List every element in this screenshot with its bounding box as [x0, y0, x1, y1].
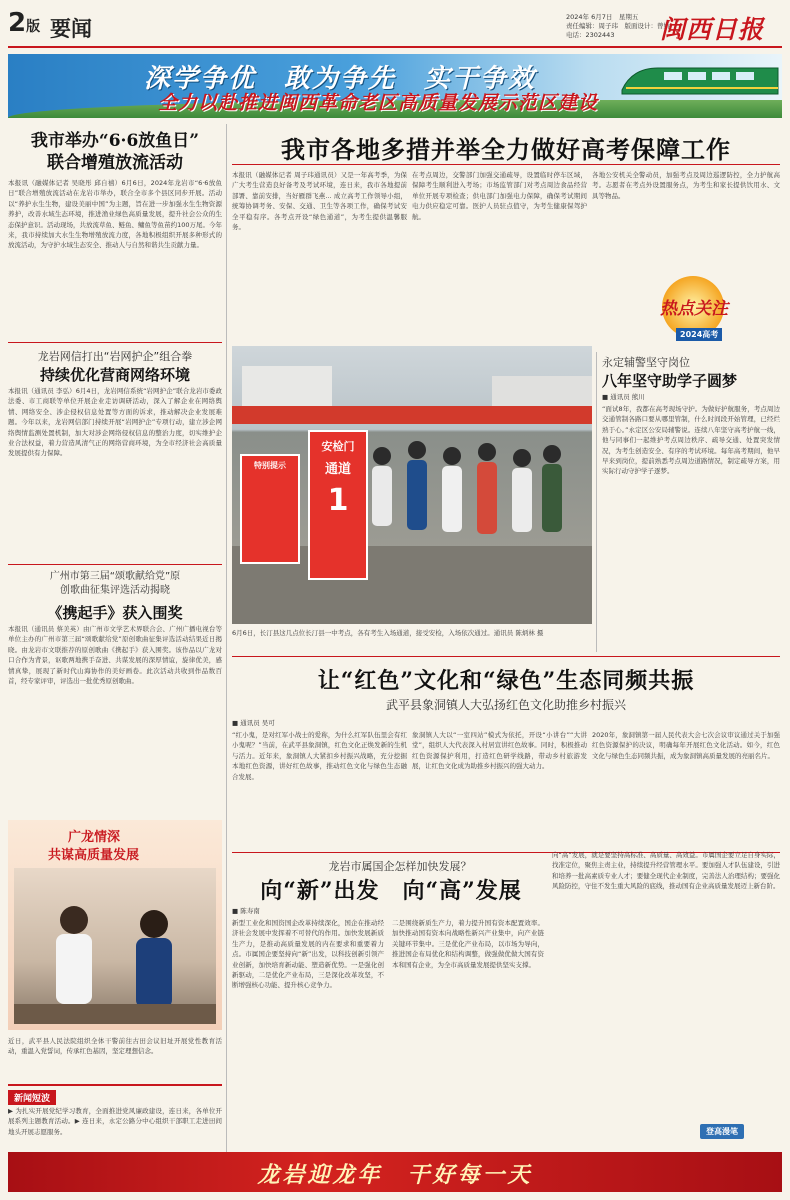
issue-date: 2024年 6月7日 星期五: [566, 13, 639, 21]
section-label: 要闻: [50, 17, 92, 41]
page-number: [8, 8, 40, 38]
lead-body-col-2: [412, 170, 587, 340]
promo-line-1: 广龙情深: [68, 830, 121, 845]
lead-body-col-3: [592, 170, 780, 270]
promo-block: [8, 820, 222, 1030]
feature-body-col-1-text: “红小鬼，是对红军小战士的爱称，为什么红军队伍里会有红小鬼呢？”当前，在武平县象洞镇，红色文化正焕发新的生机与活力。近年来，象洞镇人大紧扣乡村振兴战略，充分挖掘本地红色资源，讲好红色故事，推动红色文化与绿色生态融合发展。: [232, 731, 407, 781]
column-tag: 登高漫笔: [700, 1124, 744, 1139]
lead-byline: 本报讯（融媒体记者 周子玮通讯员）又是一年高考季，为保广大考生营造良好备考及考试环境，连日来，我市各地提前部署、靠前安排，当好雁群飞燕...: [232, 171, 407, 200]
brief-body-text: ▶ 为扎实开展党纪学习教育，全面推进党风廉政建设，连日来，各单位开展系列主题教育活动。▶ 连日来，永定公路分中心组织干部职工走进田间地头开展志愿服务。: [8, 1107, 222, 1136]
brief-box: [8, 1084, 222, 1150]
footer-banner-text: 龙岩迎龙年 干好每一天: [257, 1162, 533, 1188]
paper-name-logo: 闽西日报: [660, 15, 765, 44]
column-rule-left: [226, 124, 227, 1154]
bottom-body-col-3-text: 向“高”发展，就是要坚持高标准、高质量、高效益。市属国企要立足自身实际，找准定位，聚焦主责主业，持续提升经营管理水平。要加强人才队伍建设，引进和培养一批高素质专业人才；要健全现代企业制度，完善法人治理结构；要强化风险防控，守住不发生重大风险的底线，推动国有企业高质量发展迈上新台阶。: [552, 851, 780, 891]
left-body-1-text: 本报讯（融媒体记者 吴晓彤 邱自禧）6月6日，2024年龙岩市“6·6放鱼日”联合增殖放流活动在龙岩市举办，联合全市多个县区同步开展。活动以“养护水生生物，建设美丽中国”为主题，旨在进一步加强水生生物资源养护，改善水域生态环境，推进渔业绿色高质量发展，提升社会公众的生态保护意识。活动现场，共放流草鱼、鲢鱼、鳙鱼等鱼苗约100万尾。今年来，我市持续加大水生生物增殖放流力度，各地积极组织开展多种形式的放流活动，为守护水域生态安全、推动人与自然和谐共生贡献力量。: [8, 179, 222, 250]
left-body-4-text: 近日，武平县人民法院组织全体干警前往古田会议旧址开展党性教育活动，重温入党誓词，传承红色基因，坚定理想信念。: [8, 1037, 222, 1056]
page-no: 2: [8, 8, 27, 38]
sign-gate-number: 1: [327, 483, 349, 518]
masthead-rule: [8, 46, 782, 48]
brief-body: [8, 1106, 222, 1150]
focus-label: 2024高考: [676, 328, 722, 341]
right-body: [602, 404, 780, 654]
feature-body-col-3: [592, 730, 780, 846]
left-headline-1: 我市举办“6·6放鱼日” 联合增殖放流活动: [30, 131, 200, 173]
feature-body-col-2-text: 象洞镇人大以“一室四站”模式为依托，开设“小讲台”“大讲堂”，组织人大代表深入村居宣讲红色故事。同时，积极推动红色资源保护利用，打造红色研学线路，带动乡村旅游发展，让红色文化成为助推乡村振兴的强大动力。: [412, 731, 587, 771]
bottom-body-col-3: [552, 850, 780, 1050]
bottom-headline: 向“新”出发 向“高”发展: [260, 878, 522, 904]
masthead: [0, 0, 790, 52]
right-kicker: 永定辅警坚守岗位: [602, 356, 690, 369]
page-suffix: 版: [26, 19, 41, 35]
sign-gate-line-1: 安检门: [321, 440, 355, 453]
bottom-body-col-2-text: 二是围绕新质生产力，着力提升国有资本配置效率。加快推动国有资本向战略性新兴产业集中，向产业链关键环节集中。三是优化产业布局，以市场为导向，推进国企布局优化和结构调整，做强做优做大国有资本和国有企业，为全市高质量发展提供坚实支撑。: [392, 919, 544, 969]
left-body-3-text: 本报讯（通讯员 蔡美英）由广州市文学艺术界联合会、广州广播电视台等单位主办的广州市第三届“颂歌献给党”原创歌曲征集评选活动结果近日揭晓。由龙岩市文联推荐的原创歌曲《携起手》获入围奖。该作品以广龙对口合作为背景，讴歌两地携手奋进、共谋发展的深厚情谊，旋律优美，感情真挚，展现了新时代山海协作的美好画卷。此次活动共收到作品数百首，经专家评审，评选出一批优秀原创歌曲。: [8, 625, 222, 686]
lead-headline: 我市各地多措并举全力做好高考保障工作: [281, 135, 731, 164]
bottom-body-col-1-text: 新型工业化和国资国企改革持续深化，国企在推动经济社会发展中发挥着不可替代的作用。加快发展新质生产力，是推动高质量发展的内在要求和重要着力点。市属国企要坚持向“新”出发，以科技创新引领产业创新，加快培育新动能、塑造新优势。一是强化创新驱动，二是优化产业布局，三是深化改革攻坚，不断增强核心功能、提升核心竞争力。: [232, 919, 384, 990]
lead-photo: [232, 346, 592, 624]
brief-title: 新闻短波: [8, 1090, 56, 1105]
promo-photo: [14, 868, 216, 1024]
left-body-3: [8, 624, 222, 800]
feature-body-col-1: [232, 730, 407, 846]
right-body-text: “面试8年，我都在高考现场守护。为做好护航服务，考点周边交通管制各路口要从哪里管制，什么时间段开始管理，已经烂熟于心。”永定区公安局辅警说。连续八年坚守高考护航一线，他与同事们一起维护考点周边秩序、疏导交通、处置突发情况，为考生创造安全、有序的考试环境。每年高考期间，他早早来到岗位，提前熟悉考点周边道路情况，制定疏导方案，用实际行动守护学子逐梦。: [602, 405, 780, 476]
left-body-2: [8, 386, 222, 570]
left-kicker-2: 龙岩网信打出“岩网护企”组合拳: [37, 350, 193, 363]
bottom-kicker: 龙岩市属国企怎样加快发展？: [328, 860, 472, 873]
left-headline-2: 持续优化营商网络环境: [39, 366, 190, 384]
feature-headline: 让“红色”文化和“绿色”生态同频共振: [317, 668, 695, 694]
bottom-byline: ■ 陈寿南: [232, 907, 260, 915]
feature-byline: ■ 通讯员 吴可: [232, 719, 275, 727]
lead-body-col-3-text: 各地公安机关全警动员，加强考点及周边巡逻防控，全力护航高考。志愿者在考点外设置服务点，为考生和家长提供饮用水、文具等物品。: [592, 171, 780, 200]
left-kicker-3: 广州市第三届“颂歌献给党”原 创歌曲征集评选活动揭晓: [49, 571, 181, 596]
sign-special-notice: [240, 454, 300, 564]
feature-top-rule: [232, 656, 780, 657]
lead-photo-caption: 6月6日，长汀县这几点位长汀县一中考点，各有考生入场通道，接受安检，入场依次通过。通讯员 陈炳林 摄: [232, 629, 544, 637]
left-body-4: [8, 1036, 222, 1086]
feature-body-col-3-text: 2020年，象洞镇第一届人民代表大会七次会议审议通过关于加强红色资源保护的决议，明确每年开展红色文化活动。如今，红色文化与绿色生态同频共振，成为象洞镇高质量发展的亮丽名片。: [592, 731, 780, 760]
feature-subhead: 武平县象洞镇人大弘扬红色文化助推乡村振兴: [385, 698, 626, 712]
lead-body-col-1: [232, 170, 407, 340]
focus-big-text: 热点关注: [660, 299, 728, 319]
sign-gate-line-2: 通道: [324, 462, 351, 477]
bottom-body-col-1: [232, 918, 384, 1148]
footer-banner: [8, 1152, 782, 1192]
lead-rule: [232, 164, 780, 165]
left-rule-2: [8, 564, 222, 565]
banner-line-2: 全力以赴推进闽西革命老区高质量发展示范区建设: [158, 92, 599, 114]
promo-line-2: 共谋高质量发展: [48, 848, 140, 863]
focus-badge: [600, 276, 780, 348]
feature-body-col-2: [412, 730, 587, 846]
sign-security-gate: [308, 430, 368, 580]
phone: 电话：2302443: [566, 31, 615, 39]
editors: 责任编辑：周子玮 版面设计：曾娇: [566, 22, 670, 30]
top-banner: [8, 54, 782, 118]
right-headline: 八年坚守助学子圆梦: [602, 372, 738, 390]
bottom-body-col-2: [392, 918, 544, 1148]
banner-line-1: 深学争优 敢为争先 实干争效: [144, 64, 537, 94]
left-headline-3: 《携起手》获入围奖: [47, 604, 183, 622]
left-body-2-text: 本报讯（通讯员 李弘）6月4日，龙岩网信系统“岩网护企”联合龙岩市委政法委、市工商联等单位开展企业走访调研活动，深入了解企业在网络舆情、网络安全、涉企侵权信息处置等方面的诉求，推动解决企业发展难题。今年以来，龙岩网信部门持续开展“岩网护企”专项行动，建立涉企网络舆情监测处置机制，加大对涉企网络侵权信息的整治力度，切实维护企业合法权益，着力营造风清气正的网络营商环境，为全市经济社会高质量发展提供有力保障。: [8, 387, 222, 458]
sign-special-notice-text: 特别提示: [254, 461, 286, 470]
column-rule-right: [596, 352, 597, 652]
left-rule-1: [8, 342, 222, 343]
right-byline: ■ 通讯员 熊川: [602, 393, 645, 401]
lead-body-col-2-text: 在考点周边，交警部门加强交通疏导，设置临时停车区域，保障考生顺利进入考场；市场监管部门对考点周边食品经营单位开展专项检查；供电部门加强电力保障，确保考试期间电力供应稳定可靠。医护人员驻点值守，为考生健康保驾护航。: [412, 171, 587, 221]
lead-body-col-1-text: 成立高考工作领导小组，统筹协调考务、安保、交通、卫生等各项工作，确保考试安全平稳有序。各考点开设“绿色通道”，为考生提供温馨服务。: [232, 191, 407, 232]
left-column: [8, 124, 222, 1150]
train-icon: [618, 60, 782, 100]
